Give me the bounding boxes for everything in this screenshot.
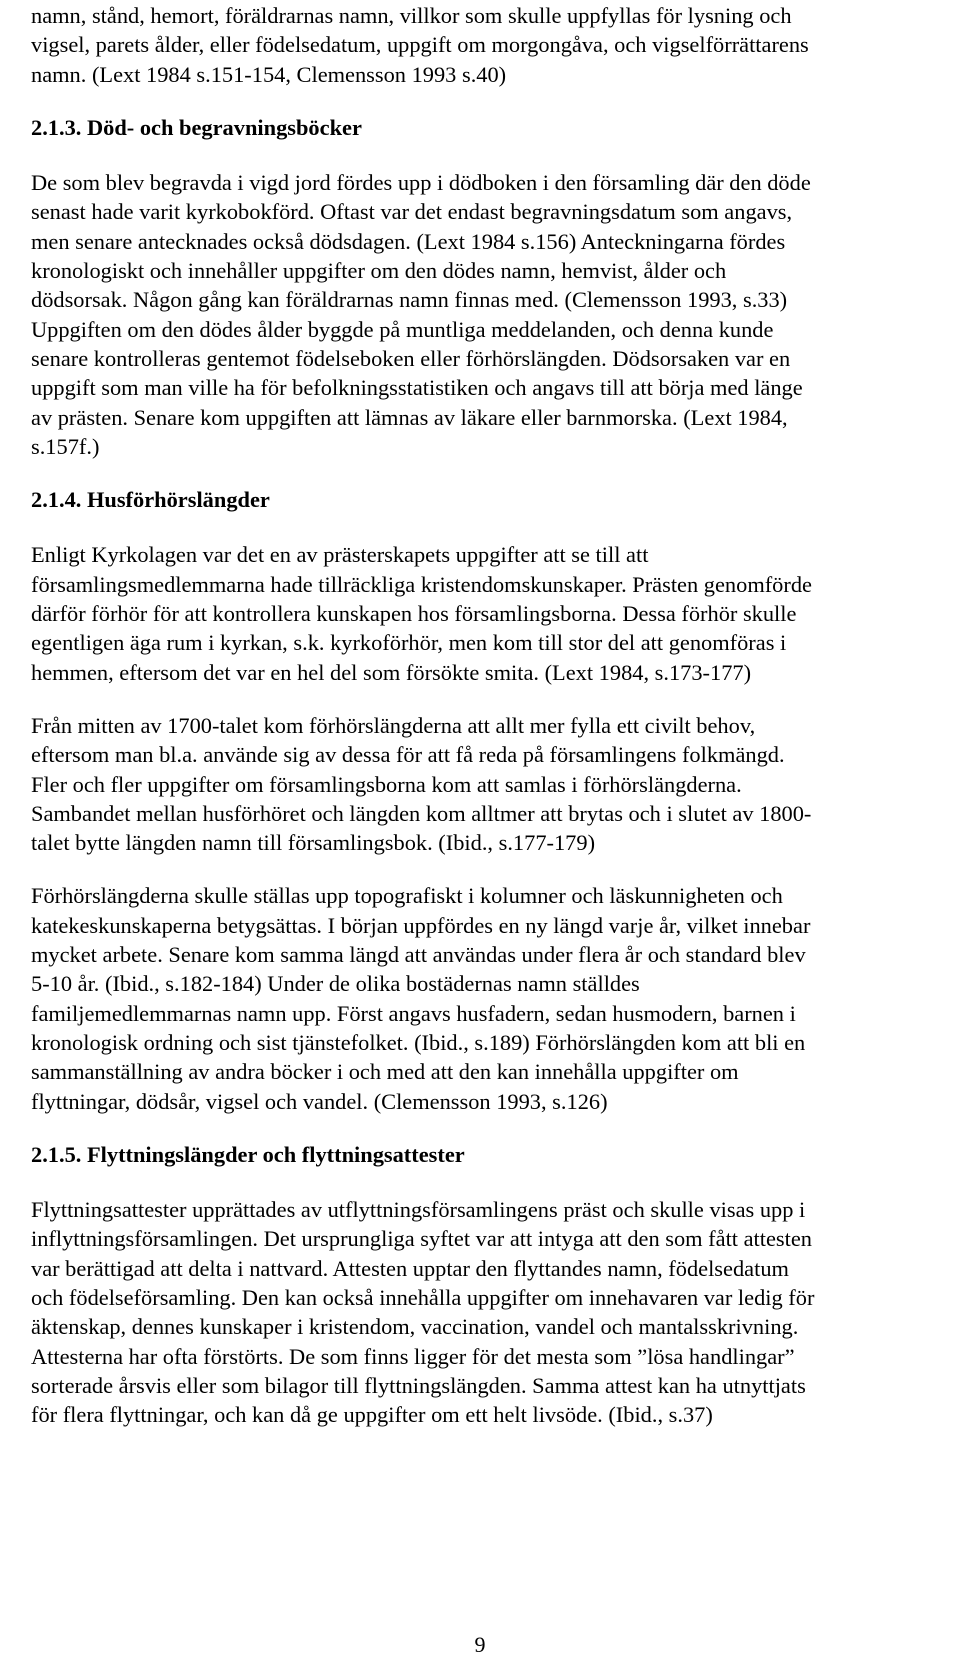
text-line: men senare antecknades också dödsdagen. (Lext 1984 s.156) Anteckningarna fördes <box>31 228 786 254</box>
text-line: sorterade årsvis eller som bilagor till flyttningslängden. Samma attest kan ha utnyttjats <box>31 1372 806 1398</box>
text-line: flyttningar, dödsår, vigsel och vandel. (Clemensson 1993, s.126) <box>31 1088 608 1114</box>
text-line: Fler och fler uppgifter om församlingsborna kom att samlas i förhörslängderna. <box>31 771 742 797</box>
text-line: 5-10 år. (Ibid., s.182-184) Under de olika bostädernas namn ställdes <box>31 971 640 997</box>
text-line: och födelseförsamling. Den kan också innehålla uppgifter om innehavaren var ledig för <box>31 1284 815 1310</box>
document-page <box>31 0 931 1453</box>
text-line: familjemedlemmarnas namn upp. Först angavs husfadern, sedan husmodern, barnen i <box>31 1000 796 1026</box>
text-line: Attesterna har ofta förstörts. De som finns ligger för det mesta som ”lösa handlingar” <box>31 1343 795 1369</box>
text-line: De som blev begravda i vigd jord fördes upp i dödboken i den församling där den döde <box>31 170 811 196</box>
text-line: talet bytte längden namn till församlingsbok. (Ibid., s.177-179) <box>31 830 596 856</box>
text-line: s.157f.) <box>31 433 100 459</box>
text-line: Flyttningsattester upprättades av utflyttningsförsamlingens präst och skulle visas upp i <box>31 1197 806 1223</box>
text-line: egentligen äga rum i kyrkan, s.k. kyrkoförhör, men kom till stor del att genomföras i <box>31 630 787 656</box>
page-number: 9 <box>474 1632 486 1657</box>
text-line: Sambandet mellan husförhöret och längden kom alltmer att brytas och i slutet av 1800- <box>31 800 812 826</box>
text-line: mycket arbete. Senare kom samma längd att användas under flera år och standard blev <box>31 942 806 968</box>
section-2-1-3-paragraph <box>31 168 931 461</box>
text-line: Från mitten av 1700-talet kom förhörslängderna att allt mer fylla ett civilt behov, <box>31 712 756 738</box>
text-line: Enligt Kyrkolagen var det en av prästerskapets uppgifter att se till att <box>31 542 649 568</box>
text-line: namn. (Lext 1984 s.151-154, Clemensson 1993 s.40) <box>31 61 507 87</box>
text-line: inflyttningsförsamlingen. Det ursprungliga syftet var att intyga att den som fått attesten <box>31 1226 813 1252</box>
section-2-1-4-paragraph-2 <box>31 711 931 857</box>
text-line: senast hade varit kyrkobokförd. Oftast var det endast begravningsdatum som angavs, <box>31 199 793 225</box>
section-2-1-4-paragraph-3 <box>31 881 931 1115</box>
intro-paragraph <box>31 1 931 89</box>
text-line: sammanställning av andra böcker i och med att den kan innehålla uppgifter om <box>31 1059 739 1085</box>
text-line: senare kontrolleras gentemot födelseboken eller förhörslängden. Dödsorsaken var en <box>31 345 791 371</box>
text-line: kronologisk ordning och sist tjänstefolket. (Ibid., s.189) Förhörslängden kom att bli en <box>31 1029 806 1055</box>
section-heading-2-1-5: 2.1.5. Flyttningslängder och flyttningsattester <box>31 1141 465 1167</box>
section-2-1-4-paragraph-1 <box>31 540 931 686</box>
text-line: Förhörslängderna skulle ställas upp topografiskt i kolumner och läskunnigheten och <box>31 883 783 909</box>
text-line: vigsel, parets ålder, eller födelsedatum, uppgift om morgongåva, och vigselförrättarens <box>31 32 809 58</box>
text-line: av prästen. Senare kom uppgiften att lämnas av läkare eller barnmorska. (Lext 1984, <box>31 404 788 430</box>
section-heading-2-1-4: 2.1.4. Husförhörslängder <box>31 487 270 513</box>
text-line: eftersom man bl.a. använde sig av dessa för att få reda på församlingens folkmängd. <box>31 742 785 768</box>
text-line: därför förhör för att kontrollera kunskapen hos församlingsborna. Dessa förhör skulle <box>31 601 797 627</box>
section-heading-2-1-3: 2.1.3. Död- och begravningsböcker <box>31 114 362 140</box>
text-line: Uppgiften om den dödes ålder byggde på muntliga meddelanden, och denna kunde <box>31 316 774 342</box>
text-line: hemmen, eftersom det var en hel del som försökte smita. (Lext 1984, s.173-177) <box>31 659 752 685</box>
text-line: för flera flyttningar, och kan då ge uppgifter om ett helt livsöde. (Ibid., s.37) <box>31 1402 713 1428</box>
text-line: namn, stånd, hemort, föräldrarnas namn, villkor som skulle uppfyllas för lysning och <box>31 3 792 28</box>
text-line: äktenskap, dennes kunskaper i kristendom, vaccination, vandel och mantalsskrivning. <box>31 1314 799 1340</box>
text-line: var berättigad att delta i nattvard. Attesten upptar den flyttandes namn, födelsedatum <box>31 1255 789 1281</box>
text-line: dödsorsak. Någon gång kan föräldrarnas namn finnas med. (Clemensson 1993, s.33) <box>31 287 788 313</box>
text-line: församlingsmedlemmarna hade tillräckliga kristendomskunskaper. Prästen genomförde <box>31 571 812 597</box>
text-line: kronologiskt och innehåller uppgifter om den dödes namn, hemvist, ålder och <box>31 258 727 284</box>
text-line: uppgift som man ville ha för befolkningsstatistiken och angavs till att börja med länge <box>31 375 803 401</box>
section-2-1-5-paragraph <box>31 1195 931 1429</box>
text-line: katekeskunskaperna betygsättas. I början uppfördes en ny längd varje år, vilket innebar <box>31 912 811 938</box>
